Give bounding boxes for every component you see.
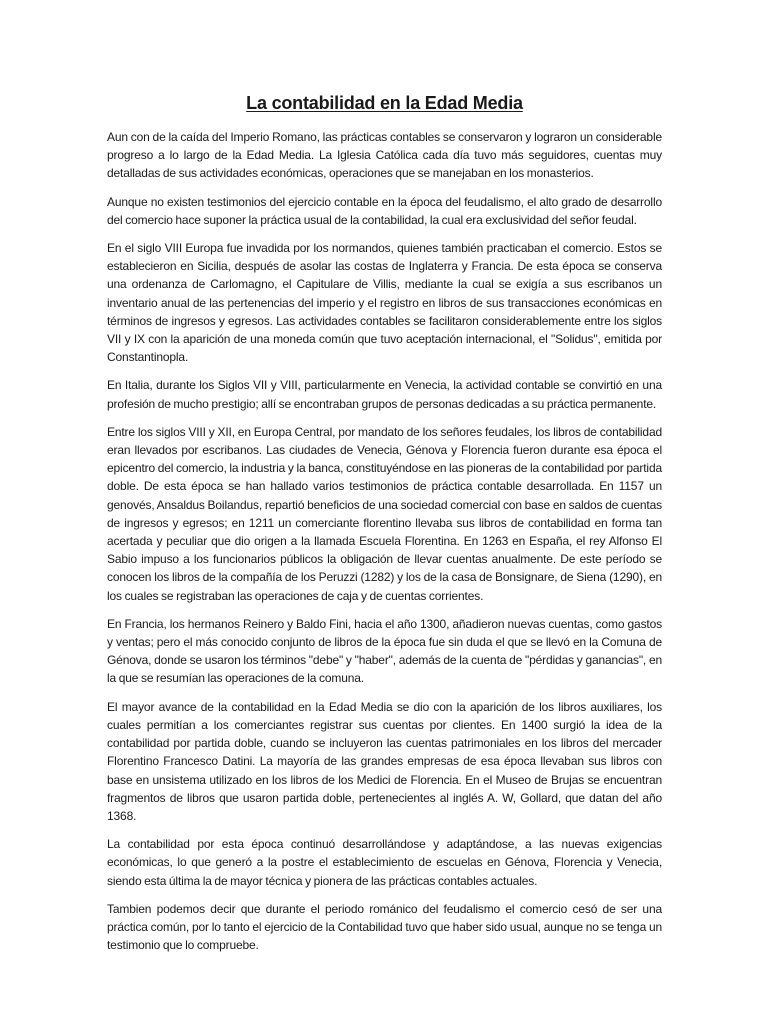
- paragraph-escuelas: La contabilidad por esta época continuó desarrollándose y adaptándose, a las nuevas exigencias económicas, lo que generó a la postre el establecimiento de escuelas en Génova, Florencia y Venecia, siendo esta última la de mayor técnica y pionera de las prácticas contables actuales.: [107, 837, 662, 888]
- paragraph-periodo-romanico: Tambien podemos decir que durante el periodo románico del feudalismo el comercio cesó de ser una práctica común, por lo tanto el ejercicio de la Contabilidad tuvo que haber sido usual, aunque no se tenga un testimonio que lo compruebe.: [107, 901, 662, 953]
- paragraph-italia-venecia: En Italia, durante los Siglos VII y VIII, particularmente en Venecia, la actividad contable se convirtió en una profesión de mucho prestigio; allí se encontraban grupos de personas dedicadas a su práctica permanente.: [107, 378, 662, 411]
- paragraph-feudalismo: Aunque no existen testimonios del ejercicio contable en la época del feudalismo, el alto grado de desarrollo del comercio hace suponer la práctica usual de la contabilidad, la cual era exclusividad del señor feudal.: [107, 194, 662, 227]
- paragraph-siglo-viii-normandos: En el siglo VIII Europa fue invadida por los normandos, quienes también practicaban el comercio. Estos se establecieron en Sicilia, después de asolar las costas de Inglaterra y Francia. De esta época se conserva una ordenanza de Carlomagno, el Capitulare de Villis, mediante la cual se exigía a sus escribanos un inventario anual de las pertenencias del imperio y el registro en libros de sus transacciones económicas en términos de ingresos y egresos. Las actividades contables se facilitaron considerablemente entre los siglos VII y IX con la aparición de una moneda común que tuvo aceptación internacional, el "Solidus", emitida por Constantinopla.: [107, 241, 662, 365]
- paragraph-libros-auxiliares: El mayor avance de la contabilidad en la Edad Media se dio con la aparición de los libros auxiliares, los cuales permitían a los comerciantes registrar sus cuentas por clientes. En 1400 surgió la idea de la contabilidad por partida doble, cuando se incluyeron las cuentas patrimoniales en los libros del mercader Florentino Francesco Datini. La mayoría de las grandes empresas de esa época llevaban sus libros con base en unsistema utilizado en los libros de los Medici de Florencia. En el Museo de Brujas se encuentran fragmentos de libros que usaron partida doble, pertenecientes al inglés A. W, Gollard, que datan del año 1368.: [107, 699, 662, 823]
- paragraph-europa-central: Entre los siglos VIII y XII, en Europa Central, por mandato de los señores feudales, los libros de contabilidad eran llevados por escribanos. Las ciudades de Venecia, Génova y Florencia fueron durante esa época el epicentro del comercio, la industria y la banca, constituyéndose en las pioneras de la contabilidad por partida doble. De esta época se han hallado varios testimonios de práctica contable desarrollada. En 1157 un genovés, Ansaldus Boilandus, repartió beneficios de una sociedad comercial con base en saldos de cuentas de ingresos y egresos; en 1211 un comerciante florentino llevaba sus libros de contabilidad en forma tan acertada y peculiar que dio origen a la llamada Escuela Florentina. En 1263 en España, el rey Alfonso El Sabio impuso a los funcionarios públicos la obligación de llevar cuentas anualmente. De este período se conocen los libros de la compañía de los Peruzzi (1282) y los de la casa de Bonsignare, de Siena (1290), en los cuales se registraban las operaciones de caja y de cuentas corrientes.: [107, 424, 662, 603]
- paragraph-francia-fini: En Francia, los hermanos Reinero y Baldo Fini, hacia el año 1300, añadieron nuevas cuentas, como gastos y ventas; pero el más conocido conjunto de libros de la época fue sin duda el que se llevó en la Comuna de Génova, donde se usaron los términos "debe" y "haber", además de la cuenta de "pérdidas y ganancias", en la que se resumían las operaciones de la comuna.: [107, 616, 662, 686]
- paragraph-caida-imperio-romano: Aun con de la caída del Imperio Romano, las prácticas contables se conservaron y lograron un considerable progreso a lo largo de la Edad Media. La Iglesia Católica cada día tuvo más seguidores, cuentas muy detalladas de sus actividades económicas, operaciones que se manejaban en los monasterios.: [107, 130, 662, 181]
- document-title: La contabilidad en la Edad Media: [246, 93, 523, 113]
